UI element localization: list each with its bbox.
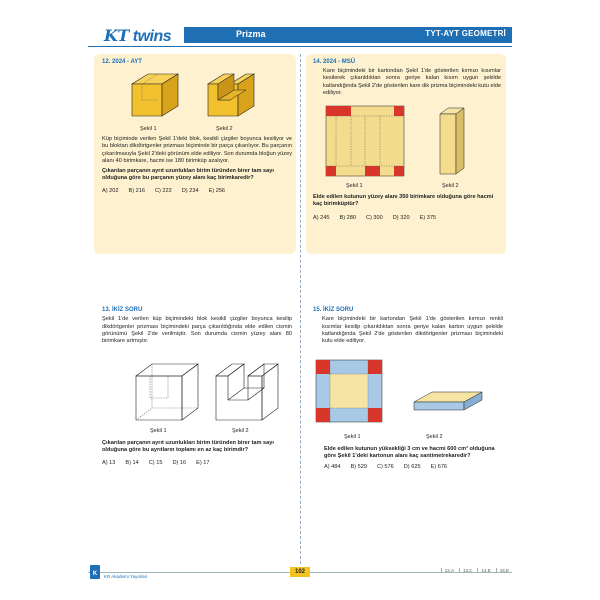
question-15-body	[324, 446, 504, 471]
box-prism-2	[414, 392, 482, 410]
option-c[interactable]: C) 576	[376, 463, 394, 470]
figure-label: Şekil 1	[346, 183, 363, 189]
page-number: 102	[290, 567, 310, 577]
figure-label: Şekil 1	[344, 434, 361, 440]
option-d[interactable]: D) 16	[172, 459, 187, 466]
box-prism-2	[440, 108, 464, 174]
question-prompt: Çıkarılan parçanın ayrıt uzunlukları birim türünden birer tam sayı olduğuna göre bu parçanın yüzey alanı kaç birimkaredir?	[102, 168, 274, 182]
question-text: Küp biçiminde verilen Şekil 1'deki blok, kesikli çizgiler boyunca kesiliyor ve bu bloktan dikdörtgenler prizması biçiminde bir parça çıkarılıyor. Bu parçanın çıkarılmasıyla Şekil 2'deki görünüm elde ediliyor. Son durumda bloğun yüzey alanı 40 birimkare, hacmi ise 180 birimküp azalıyor.	[102, 136, 292, 164]
question-14	[313, 59, 501, 66]
figure-label: Şekil 2	[442, 183, 459, 189]
question-number: 15.	[313, 307, 322, 313]
question-tag: İKİZ SORU	[323, 307, 354, 313]
cube-shape-2	[208, 74, 254, 116]
page	[88, 24, 512, 584]
course-title: TYT-AYT GEOMETRİ	[425, 29, 506, 38]
option-c[interactable]: C) 300	[365, 214, 383, 221]
question-12	[102, 59, 292, 66]
option-b[interactable]: B) 280	[339, 214, 356, 221]
answer-options	[313, 215, 501, 222]
cube-wire-1	[136, 364, 198, 420]
header	[88, 24, 512, 46]
option-e[interactable]: E) 17	[196, 459, 210, 466]
logo-twins: twins	[132, 28, 172, 45]
question-tag: 2024 - MSÜ	[323, 59, 356, 65]
question-14-text	[323, 68, 501, 97]
answer-options	[102, 188, 292, 195]
option-b[interactable]: B) 529	[350, 463, 367, 470]
question-number: 13.	[102, 307, 111, 313]
brand-logo	[104, 26, 171, 46]
question-15	[313, 307, 503, 345]
option-b[interactable]: B) 216	[128, 187, 145, 194]
question-13	[102, 307, 292, 345]
option-a[interactable]: A) 245	[313, 214, 330, 221]
question-12-body	[102, 136, 292, 195]
publisher-name: KR Akademi Yayınları	[104, 574, 148, 579]
option-c[interactable]: C) 222	[154, 187, 172, 194]
question-prompt: Çıkarılan parçanın ayrıt uzunlukları birim türünden birer tam sayı olduğuna göre bu ayrıtların toplamı en az kaç birimdir?	[102, 440, 274, 454]
answer-options	[102, 460, 292, 467]
answer-key-item: 12.A	[441, 568, 457, 573]
question-number: 12.	[102, 59, 111, 65]
question-14-body	[313, 194, 501, 222]
block-notched-2	[216, 364, 278, 420]
figure-label: Şekil 2	[216, 126, 233, 132]
option-d[interactable]: D) 625	[403, 463, 421, 470]
question-prompt: Elde edilen kutunun yüzey alanı 350 birimkare olduğuna göre hacmi kaç birimküptür?	[313, 194, 494, 208]
cube-shape-1	[132, 74, 178, 116]
footer	[88, 564, 512, 584]
figure-label: Şekil 1	[140, 126, 157, 132]
question-number: 14.	[313, 59, 322, 65]
q13-figure	[132, 360, 292, 424]
question-text: Kare biçimindeki bir kartondan Şekil 1'de gösterilen kırmızı kısımlar kesilerek çıkarıldıktan sonra geriye kalan kısım uygun şekilde katlandığında Şekil 2'de gösterilen kare dik prizma biçimindeki kutu elde ediliyor.	[323, 68, 501, 96]
answer-options	[324, 464, 504, 471]
option-a[interactable]: A) 13	[102, 459, 116, 466]
q14-figure	[322, 104, 502, 180]
option-e[interactable]: E) 256	[208, 187, 226, 194]
option-c[interactable]: C) 15	[148, 459, 163, 466]
publisher-logo-icon	[88, 564, 102, 582]
question-text: Şekil 1'de verilen küp biçimindeki blok kesikli çizgiler boyunca kesilip dikdörtgenler prizması biçimindeki parça çıkarıldığında elde edilen cismin görünümü Şekil 2'de verilmiştir. Son durumda cismin yüzey alanı 80 birimkare artmıştır.	[102, 316, 292, 345]
carton-net-1	[316, 360, 382, 422]
logo-kt: KT	[104, 26, 129, 45]
answer-key-item: 14.E	[477, 568, 493, 573]
question-13-body	[102, 440, 292, 467]
answer-key-item: 15.E	[496, 568, 512, 573]
question-tag: 2024 - AYT	[112, 59, 142, 65]
q15-figure	[314, 358, 500, 430]
figure-label: Şekil 2	[232, 428, 249, 434]
option-a[interactable]: A) 202	[102, 187, 119, 194]
figure-label: Şekil 2	[426, 434, 443, 440]
answer-key-item: 13.C	[459, 568, 476, 573]
option-d[interactable]: D) 234	[181, 187, 199, 194]
option-a[interactable]: A) 484	[324, 463, 341, 470]
option-d[interactable]: D) 320	[392, 214, 410, 221]
option-e[interactable]: E) 375	[419, 214, 437, 221]
section-title: Prizma	[236, 29, 266, 39]
carton-net-1	[326, 106, 404, 176]
option-b[interactable]: B) 14	[125, 459, 139, 466]
answer-key	[441, 568, 512, 573]
question-text: Kare biçimindeki bir kartondan Şekil 1'de gösterilen kırmızı renkli kısımlar kesilip çıkarıldıktan sonra geriye kalan karton uygun şekilde katlandığında Şekil 2'de gösterilen dikdörtgenler prizması biçimindeki kutu elde ediliyor.	[322, 316, 503, 345]
question-tag: İKİZ SORU	[112, 307, 143, 313]
option-e[interactable]: E) 676	[430, 463, 448, 470]
svg-text:K: K	[92, 571, 98, 577]
figure-label: Şekil 1	[150, 428, 167, 434]
column-divider	[300, 54, 301, 564]
q12-figure	[112, 70, 272, 122]
question-prompt: Elde edilen kutunun yüksekliği 3 cm ve hacmi 600 cm³ olduğuna göre Şekil 1'deki kartonun alanı kaç santimetrekaredir?	[324, 446, 495, 460]
header-rule	[88, 46, 512, 47]
